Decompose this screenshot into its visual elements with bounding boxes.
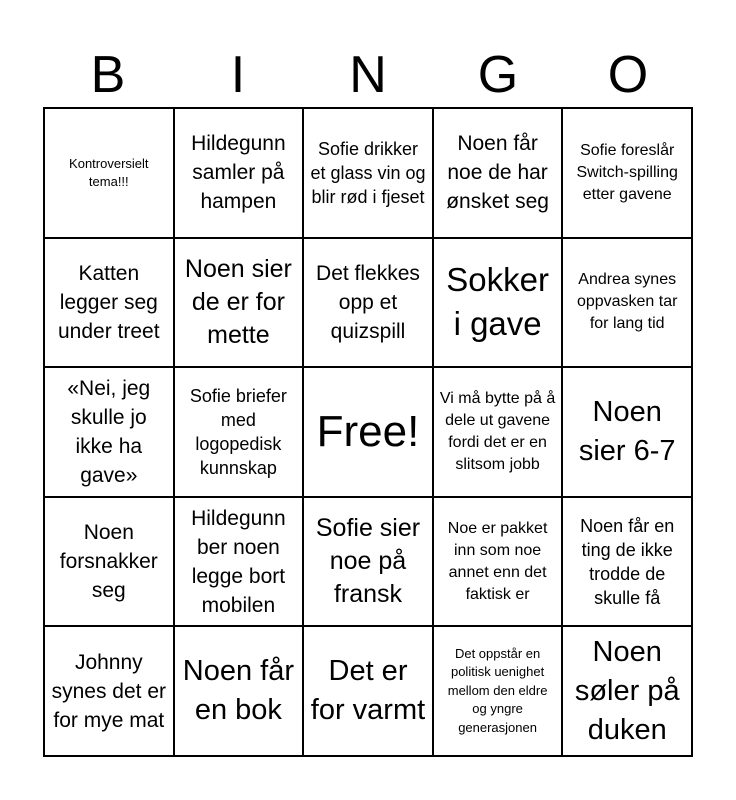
bingo-cell[interactable]: Sokker i gave: [433, 238, 563, 368]
bingo-cell[interactable]: Noen sier de er for mette: [174, 238, 304, 368]
bingo-cell[interactable]: Hildegunn ber noen legge bort mobilen: [174, 497, 304, 627]
bingo-cell[interactable]: Noen forsnakker seg: [44, 497, 174, 627]
bingo-cell[interactable]: Sofie foreslår Switch-spilling etter gavene: [562, 108, 692, 238]
bingo-cell[interactable]: Andrea synes oppvasken tar for lang tid: [562, 238, 692, 368]
bingo-cell[interactable]: Det oppstår en politisk uenighet mellom den eldre og yngre generasjonen: [433, 626, 563, 756]
bingo-cell[interactable]: Noen får en bok: [174, 626, 304, 756]
header-letter-b: B: [90, 46, 126, 104]
bingo-cell[interactable]: Noen får noe de har ønsket seg: [433, 108, 563, 238]
bingo-cell[interactable]: Johnny synes det er for mye mat: [44, 626, 174, 756]
header-letter-i: I: [230, 46, 246, 104]
bingo-cell[interactable]: Sofie briefer med logopedisk kunnskap: [174, 367, 304, 497]
bingo-cell[interactable]: Det flekkes opp et quizspill: [303, 238, 433, 368]
bingo-header: [43, 44, 693, 106]
bingo-cell[interactable]: Noen sier 6-7: [562, 367, 692, 497]
bingo-cell[interactable]: Noen søler på duken: [562, 626, 692, 756]
bingo-cell[interactable]: Sofie drikker et glass vin og blir rød i fjeset: [303, 108, 433, 238]
header-letter-g: G: [477, 46, 519, 104]
bingo-cell[interactable]: Katten legger seg under treet: [44, 238, 174, 368]
bingo-cell[interactable]: Sofie sier noe på fransk: [303, 497, 433, 627]
bingo-cell[interactable]: Hildegunn samler på hampen: [174, 108, 304, 238]
header-letter-n: N: [349, 46, 387, 104]
bingo-cell[interactable]: «Nei, jeg skulle jo ikke ha gave»: [44, 367, 174, 497]
bingo-cell[interactable]: Det er for varmt: [303, 626, 433, 756]
header-letter-o: O: [607, 46, 649, 104]
bingo-card: [43, 107, 693, 757]
free-space[interactable]: Free!: [303, 367, 433, 497]
bingo-cell[interactable]: Kontroversielt tema!!!: [44, 108, 174, 238]
bingo-cell[interactable]: Noen får en ting de ikke trodde de skulle få: [562, 497, 692, 627]
bingo-cell[interactable]: Noe er pakket inn som noe annet enn det faktisk er: [433, 497, 563, 627]
bingo-cell[interactable]: Vi må bytte på å dele ut gavene fordi det er en slitsom jobb: [433, 367, 563, 497]
